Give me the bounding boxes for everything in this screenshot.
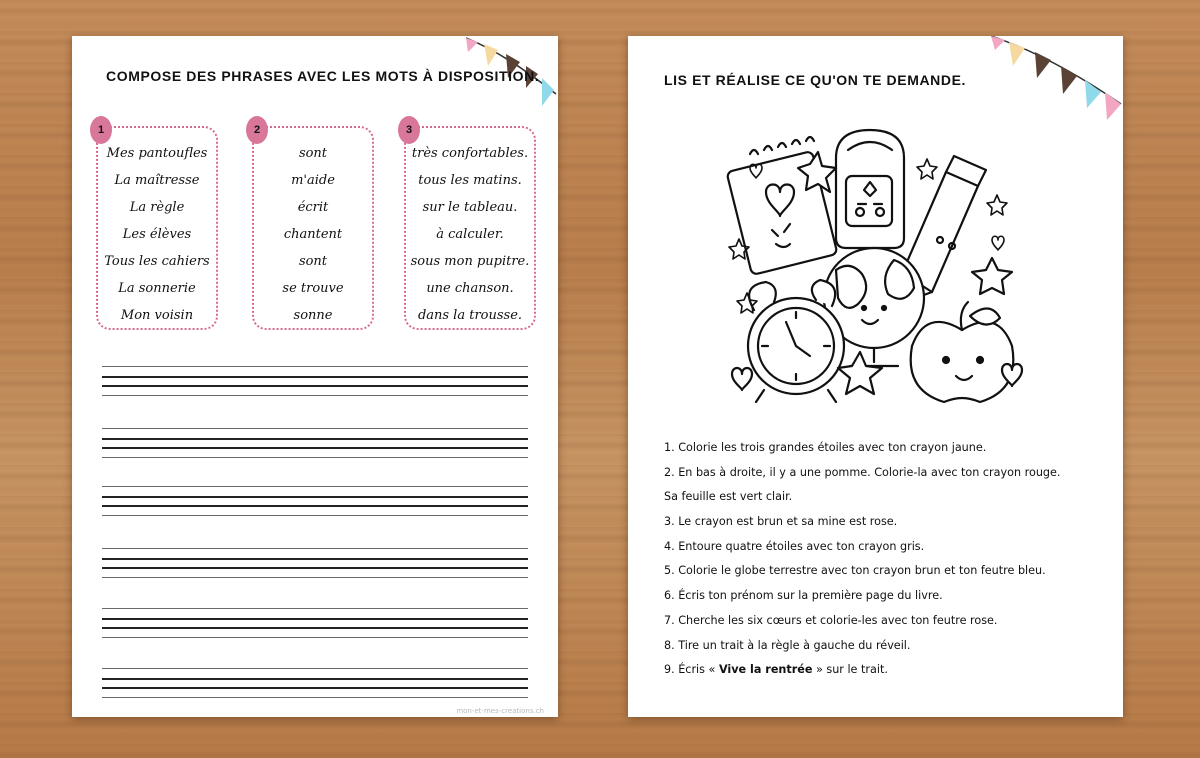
bunting-garland [991,36,1123,122]
instruction-item: Sa feuille est vert clair. [664,490,793,504]
word-item: sont [298,254,328,269]
instruction-item: 5. Colorie le globe terrestre avec ton crayon brun et ton feutre bleu. [664,564,1046,578]
backpack-drawing [836,130,904,248]
instruction-prefix: 9. Écris « [664,663,719,677]
star-drawing [838,352,882,394]
word-list [406,140,534,329]
word-item: dans la trousse. [417,308,523,323]
word-item: sous mon pupitre. [410,254,530,269]
worksheet-instructions [628,36,1123,717]
word-item: une chanson. [426,281,514,296]
word-item: sur le tableau. [422,200,518,215]
word-item: se trouve [282,281,344,296]
writing-line[interactable] [102,428,528,458]
word-item: La sonnerie [118,281,196,296]
instruction-list [664,436,1104,683]
star-drawing [972,258,1012,294]
writing-line[interactable] [102,486,528,516]
notebook-drawing [726,137,837,275]
instruction-item: 8. Tire un trait à la règle à gauche du réveil. [664,638,911,652]
word-item: La règle [129,200,185,215]
writing-line[interactable] [102,608,528,638]
instruction-item: 7. Cherche les six cœurs et colorie-les avec ton feutre rose. [664,613,998,627]
word-box-2 [252,126,374,330]
writing-line[interactable] [102,548,528,578]
instruction-item: 3. Le crayon est brun et sa mine est rose. [664,515,898,529]
apple-drawing [911,302,1014,402]
alarm-clock-drawing [748,280,844,402]
instruction-item-last [664,658,1104,683]
word-item: très confortables. [411,146,529,161]
worksheet-compose [72,36,558,717]
heart-drawing [732,368,752,390]
word-list [254,140,372,329]
writing-line[interactable] [102,366,528,396]
sparkle-drawing [917,159,937,179]
box-number-badge: 3 [398,116,420,144]
word-item: Tous les cahiers [104,254,210,269]
word-item: écrit [297,200,329,215]
word-item: tous les matins. [418,173,522,188]
instruction-suffix: » sur le trait. [812,663,888,677]
word-item: Les élèves [122,227,192,242]
word-list [98,140,216,329]
word-item: Mes pantoufles [106,146,208,161]
instruction-item: 4. Entoure quatre étoiles avec ton crayon gris. [664,539,925,553]
word-box-1 [96,126,218,330]
word-item: sonne [293,308,333,323]
word-item: m'aide [291,173,335,188]
page-title: LIS ET RÉALISE CE QU'ON TE DEMANDE. [664,72,967,88]
instruction-item: 2. En bas à droite, il y a une pomme. Colorie-la avec ton crayon rouge. [664,465,1061,479]
instruction-item: 6. Écris ton prénom sur la première page du livre. [664,589,943,603]
footer-credit: mon-et-mes-creations.ch [456,707,544,715]
word-item: sont [298,146,328,161]
page-title: COMPOSE DES PHRASES AVEC LES MOTS À DISPOSITION. [106,68,540,84]
heart-drawing [992,236,1004,250]
writing-line[interactable] [102,668,528,698]
instruction-bold-text: Vive la rentrée [718,663,813,677]
word-item: La maîtresse [114,173,200,188]
instruction-item: 1. Colorie les trois grandes étoiles avec ton crayon jaune. [664,441,987,454]
box-number-badge: 2 [246,116,268,144]
coloring-illustration [724,120,1024,412]
box-number-badge: 1 [90,116,112,144]
word-box-3 [404,126,536,330]
word-item: chantent [283,227,343,242]
word-item: Mon voisin [120,308,194,323]
word-item: à calculer. [436,227,504,242]
sparkle-drawing [987,195,1007,215]
